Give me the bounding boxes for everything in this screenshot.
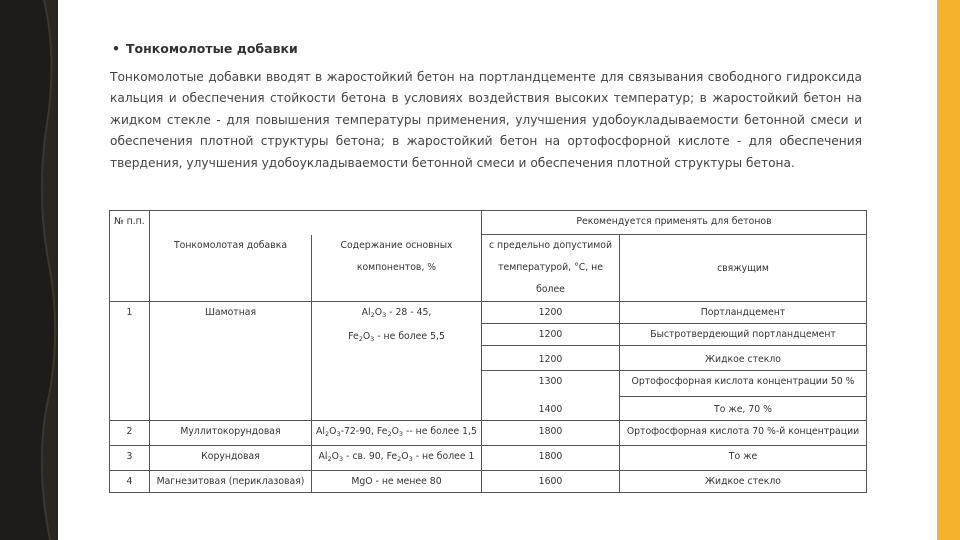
bullet-icon: • (112, 41, 120, 56)
row1-binder-3: Жидкое стекло (620, 346, 867, 371)
header-temp-line3: более (536, 284, 565, 295)
row3-num: 3 (110, 446, 150, 471)
row3-content: $Al_2O_3$ - св. 90, $Fe_2O_3$ - не более 1 (312, 446, 482, 471)
row3-name: Корундовая (150, 446, 312, 471)
header-recommend: Рекомендуется применять для бетонов (482, 211, 867, 235)
header-additive: Тонкомолотая добавка (150, 235, 312, 302)
row2-num: 2 (110, 421, 150, 446)
row4-binder: Жидкое стекло (620, 471, 867, 493)
header-content-line1: Содержание основных (340, 239, 453, 251)
header-content (312, 235, 482, 302)
row4-name: Магнезитовая (периклазовая) (150, 471, 312, 493)
header-temp-line1: с предельно допустимой (488, 240, 613, 251)
table-row (110, 471, 867, 493)
row4-num: 4 (110, 471, 150, 493)
row4-content: MgO - не менее 80 (312, 471, 482, 493)
row1-content (312, 302, 482, 421)
left-decorative-strip (0, 0, 58, 540)
row1-content-line1: $Al_2O_3 - 28 - 45$, (361, 307, 432, 319)
additives-table (109, 210, 867, 493)
row1-num: 1 (110, 302, 150, 421)
row1-temp-1: 1200 (482, 302, 620, 324)
row1-temp-5: 1400 (482, 397, 620, 421)
row1-binder-2: Быстротвердеющий портландцемент (620, 324, 867, 346)
row1-binder-5: То же, 70 % (620, 397, 867, 421)
header-empty (150, 211, 482, 235)
slide-paragraph: Тонкомолотые добавки вводят в жаростойкий бетон на портландцементе для связывания свободного гидроксида кальция и обеспечения стойкости бетона в условиях воздействия высоких температур; в жаростойкий бетон на жидком стекле - для повышения температуры применения, улучшения удобоукладываемости бетонной смеси и обеспечения плотной структуры бетона; в жаростойкий бетон на ортофосфорной кислоте - для обеспечения твердения, улучшения удобоукладываемости бетонной смеси и обеспечения плотной структуры бетона. (110, 70, 862, 170)
row3-binder: То же (620, 446, 867, 471)
row1-binder-1: Портландцемент (620, 302, 867, 324)
row1-temp-4: 1300 (482, 371, 620, 397)
row2-temp: 1800 (482, 421, 620, 446)
header-content-line2: компонентов, % (356, 261, 437, 273)
row2-name: Муллитокорундовая (150, 421, 312, 446)
header-temp-line2: температурой, °С, не (498, 262, 603, 273)
row3-temp: 1800 (482, 446, 620, 471)
row4-temp: 1600 (482, 471, 620, 493)
header-num: № п.п. (110, 211, 150, 302)
row1-temp-3: 1200 (482, 346, 620, 371)
row1-temp-2: 1200 (482, 324, 620, 346)
table-row (110, 302, 867, 324)
row1-binder-4: Ортофосфорная кислота концентрации 50 % (620, 371, 867, 397)
row2-content: $Al_2O_3-72-90$, $Fe_2O_3$ -- не более 1,5 (312, 421, 482, 446)
row2-binder: Ортофосфорная кислота 70 %-й концентрации (620, 421, 867, 446)
wave-edge-graphic (0, 0, 58, 540)
header-binder: свяжущим (620, 235, 867, 302)
table-row (110, 446, 867, 471)
header-temp (482, 235, 620, 302)
row1-content-line2: $Fe_2O_3$ - не более 5,5 (348, 331, 445, 343)
table-row (110, 421, 867, 446)
accent-bar (937, 0, 960, 540)
slide-heading: • Тонкомолотые добавки (112, 41, 298, 56)
row1-name: Шамотная (150, 302, 312, 421)
